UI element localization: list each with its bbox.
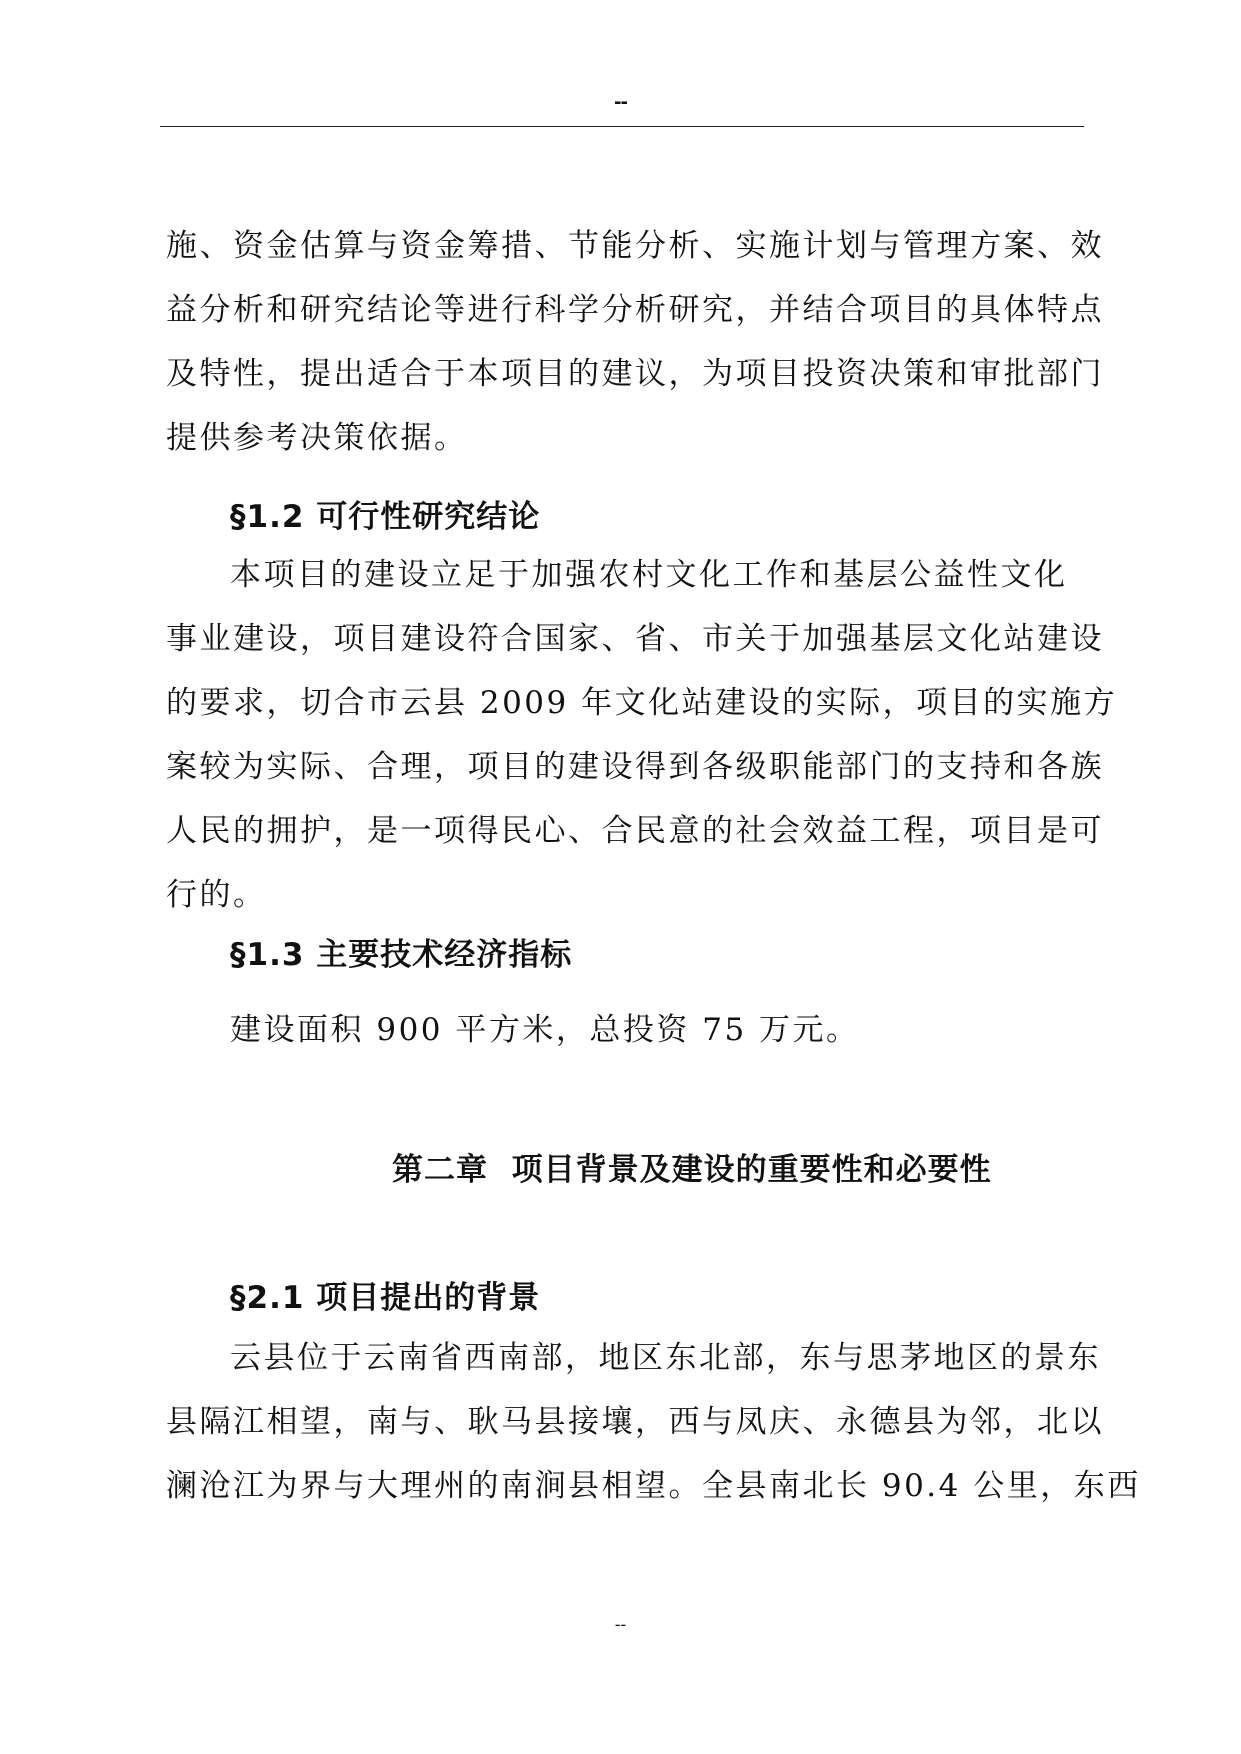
paragraph-line: 县隔江相望，南与、耿马县接壤，西与凤庆、永德县为邻，北以 — [166, 1404, 1104, 1440]
paragraph-line: 人民的拥护，是一项得民心、合民意的社会效益工程，项目是可 — [166, 813, 1104, 849]
paragraph-line: 本项目的建设立足于加强农村文化工作和基层公益性文化 — [230, 557, 1068, 593]
section-1-2-paragraph — [166, 543, 1118, 927]
paragraph-line: 案较为实际、合理，项目的建设得到各级职能部门的支持和各族 — [166, 749, 1104, 785]
paragraph-line: 澜沧江为界与大理州的南涧县相望。全县南北长 90.4 公里，东西 — [166, 1468, 1141, 1504]
paragraph-line: 施、资金估算与资金筹措、节能分析、实施计划与管理方案、效 — [166, 228, 1104, 264]
section-2-1-paragraph — [166, 1326, 1141, 1518]
chapter-title: 第二章 项目背景及建设的重要性和必要性 — [392, 1152, 992, 1188]
header-divider — [160, 126, 1084, 127]
paragraph-line: 行的。 — [166, 877, 267, 913]
paragraph-line: 及特性，提出适合于本项目的建议，为项目投资决策和审批部门 — [166, 356, 1104, 392]
section-heading-1-2: §1.2 可行性研究结论 — [230, 499, 541, 535]
intro-paragraph — [166, 214, 1104, 470]
paragraph-line: 事业建设，项目建设符合国家、省、市关于加强基层文化站建设 — [166, 621, 1104, 657]
paragraph-line: 提供参考决策依据。 — [166, 420, 468, 456]
paragraph-line: 云县位于云南省西南部，地区东北部，东与思茅地区的景东 — [230, 1340, 1101, 1376]
section-heading-2-1: §2.1 项目提出的背景 — [230, 1280, 541, 1316]
paragraph-line: 益分析和研究结论等进行科学分析研究，并结合项目的具体特点 — [166, 292, 1104, 328]
paragraph-line: 建设面积 900 平方米，总投资 75 万元。 — [230, 1012, 860, 1048]
section-heading-1-3: §1.3 主要技术经济指标 — [230, 937, 573, 973]
section-1-3-paragraph — [166, 998, 1086, 1062]
page-footer-mark: -- — [614, 1615, 627, 1634]
paragraph-line: 的要求，切合市云县 2009 年文化站建设的实际，项目的实施方 — [166, 685, 1118, 721]
page-header-mark: -- — [614, 92, 627, 113]
